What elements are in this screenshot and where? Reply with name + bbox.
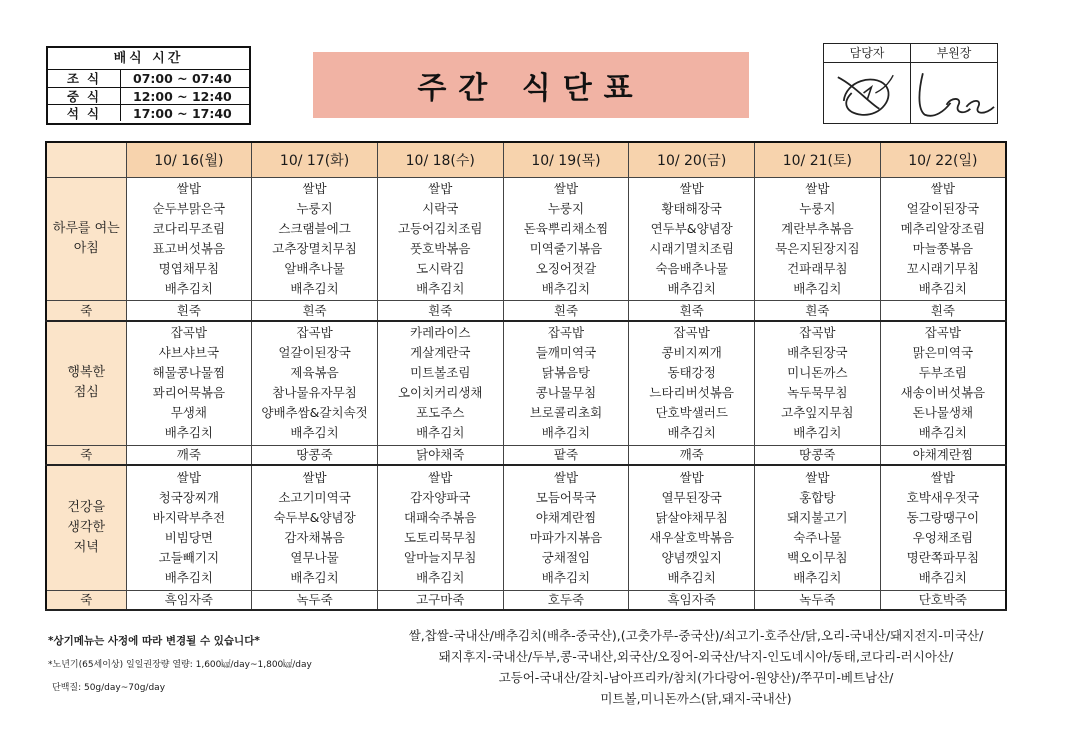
menu-item: 고들빼기지 xyxy=(158,549,220,565)
porridge-cell: 녹두죽 xyxy=(755,590,881,610)
lunch-menu-cell xyxy=(377,321,503,446)
menu-item: 쌀밥 xyxy=(176,180,201,196)
menu-item: 배추김치 xyxy=(793,425,842,441)
menu-item: 배추김치 xyxy=(541,425,591,441)
menu-item: 쌀밥 xyxy=(428,180,453,196)
menu-item: 고등어김치조림 xyxy=(397,220,483,236)
menu-item: 쌀밥 xyxy=(302,180,327,196)
porridge-cell: 땅콩죽 xyxy=(755,445,881,465)
menu-item: 고추장멸치무침 xyxy=(272,240,357,256)
approval-signatures xyxy=(824,63,997,123)
manager-signature xyxy=(824,63,910,123)
menu-item: 청국장찌개 xyxy=(158,489,220,505)
porridge-cell: 흰죽 xyxy=(377,301,503,321)
menu-item: 배추김치 xyxy=(416,425,465,441)
menu-item: 소고기미역국 xyxy=(278,489,351,505)
porridge-cell: 흑임자죽 xyxy=(629,590,755,610)
meal-time-box xyxy=(46,46,251,125)
deputy-label: 부원장 xyxy=(910,44,997,62)
menu-item: 새송이버섯볶음 xyxy=(900,385,986,401)
approval-header xyxy=(824,44,997,63)
lunch-menu-cell xyxy=(629,321,755,446)
menu-item: 풋호박볶음 xyxy=(410,240,471,256)
menu-item: 열무나물 xyxy=(290,549,339,565)
dinner-menu-cell xyxy=(377,465,503,590)
origin-line: 미트볼,미니돈까스(닭,돼지-국내산) xyxy=(600,691,792,706)
dinner-label: 건강을 생각한 저녁 xyxy=(46,465,126,590)
menu-item: 미트볼조림 xyxy=(410,365,471,381)
dinner-row xyxy=(46,465,1006,590)
day-header-row xyxy=(46,142,1006,177)
menu-item: 도시락김 xyxy=(416,260,465,276)
day-header: 10/ 22(일) xyxy=(880,142,1006,177)
meal-time-title: 배식 시간 xyxy=(48,48,249,70)
menu-item: 코다리무조림 xyxy=(152,220,226,236)
menu-item: 배추김치 xyxy=(918,569,968,585)
meal-time-value: 07:00 ~ 07:40 xyxy=(120,70,249,87)
menu-item: 들깨미역국 xyxy=(535,345,597,361)
menu-item: 열무된장국 xyxy=(661,489,722,505)
deputy-signature-image xyxy=(911,63,997,123)
menu-item: 누룽지 xyxy=(296,200,333,216)
dinner-menu-cell xyxy=(252,465,378,590)
lunch-menu-cell xyxy=(126,321,252,446)
menu-item: 콩비지찌개 xyxy=(661,345,722,361)
menu-item: 배추김치 xyxy=(416,280,465,296)
dinner-porridge-row xyxy=(46,590,1006,610)
breakfast-row xyxy=(46,177,1006,301)
menu-item: 잡곡밥 xyxy=(170,325,207,341)
day-header: 10/ 21(토) xyxy=(755,142,881,177)
meal-time-row xyxy=(48,70,249,87)
menu-item: 쌀밥 xyxy=(176,469,201,485)
menu-item: 건파래무침 xyxy=(787,260,848,276)
lunch-porridge-row xyxy=(46,445,1006,465)
origin-line: 고등어-국내산/갈치-남아프리카/참치(가다랑어-원양산)/쭈꾸미-베트남산/ xyxy=(498,670,894,685)
menu-item: 계란부추볶음 xyxy=(781,220,854,236)
porridge-label: 죽 xyxy=(46,590,126,610)
menu-item: 잡곡밥 xyxy=(296,325,333,341)
lunch-menu-cell xyxy=(755,321,881,446)
dinner-menu-cell xyxy=(755,465,881,590)
menu-item: 쌀밥 xyxy=(930,469,955,485)
porridge-cell: 단호박죽 xyxy=(880,590,1006,610)
breakfast-label: 하루를 여는 아침 xyxy=(46,177,126,301)
menu-item: 배추김치 xyxy=(416,569,465,585)
menu-item: 돈나물생채 xyxy=(912,405,974,421)
menu-item: 닭볶음탕 xyxy=(541,365,591,381)
approval-box xyxy=(823,43,998,124)
meal-time-label: 석식 xyxy=(66,106,108,121)
menu-item: 우엉채조림 xyxy=(912,529,974,545)
menu-item: 배추김치 xyxy=(164,280,213,296)
menu-item: 마늘쫑볶음 xyxy=(912,240,974,256)
menu-item: 고추잎지무침 xyxy=(781,405,854,421)
porridge-cell: 야채계란찜 xyxy=(880,445,1006,465)
menu-item: 순두부맑은국 xyxy=(152,200,226,216)
menu-item: 감자양파국 xyxy=(410,489,471,505)
porridge-cell: 깨죽 xyxy=(629,445,755,465)
menu-item: 배추김치 xyxy=(290,569,339,585)
porridge-cell: 깨죽 xyxy=(126,445,252,465)
menu-item: 미니돈까스 xyxy=(787,365,848,381)
menu-item: 잡곡밥 xyxy=(547,325,585,341)
menu-item: 누룽지 xyxy=(799,200,836,216)
menu-item: 모듬어묵국 xyxy=(535,489,597,505)
menu-item: 배추된장국 xyxy=(787,345,848,361)
weekly-menu-table xyxy=(45,141,1007,611)
page-title: 주간 식단표 xyxy=(417,71,645,106)
menu-item: 잡곡밥 xyxy=(673,325,710,341)
menu-item: 배추김치 xyxy=(541,569,591,585)
menu-item: 배추김치 xyxy=(164,425,213,441)
menu-item: 쌀밥 xyxy=(679,180,704,196)
menu-item: 배추김치 xyxy=(918,425,968,441)
meal-time-label: 중식 xyxy=(66,89,108,104)
menu-item: 표고버섯볶음 xyxy=(152,240,226,256)
breakfast-menu-cell xyxy=(252,177,378,301)
day-header: 10/ 19(목) xyxy=(503,142,629,177)
menu-item: 알마늘지무침 xyxy=(404,549,477,565)
menu-item: 해물콩나물찜 xyxy=(152,365,226,381)
porridge-cell: 흑임자죽 xyxy=(126,590,252,610)
porridge-cell: 녹두죽 xyxy=(252,590,378,610)
breakfast-menu-cell xyxy=(503,177,629,301)
meal-time-value: 17:00 ~ 17:40 xyxy=(120,105,249,121)
meal-time-label: 조식 xyxy=(66,71,108,86)
menu-item: 배추김치 xyxy=(793,569,842,585)
menu-item: 야채계란찜 xyxy=(535,509,597,525)
lunch-menu-cell xyxy=(880,321,1006,446)
porridge-cell: 고구마죽 xyxy=(377,590,503,610)
menu-item: 마파가지볶음 xyxy=(529,529,603,545)
menu-item: 잡곡밥 xyxy=(924,325,961,341)
menu-item: 비빔당면 xyxy=(164,529,213,545)
menu-item: 새우살호박볶음 xyxy=(649,529,734,545)
menu-item: 카레라이스 xyxy=(410,325,471,341)
breakfast-menu-cell xyxy=(377,177,503,301)
menu-item: 포도주스 xyxy=(416,405,465,421)
menu-item: 느타리버섯볶음 xyxy=(649,385,734,401)
menu-item: 단호박샐러드 xyxy=(655,405,728,421)
menu-item: 배추김치 xyxy=(918,280,968,296)
menu-item: 샤브샤브국 xyxy=(158,345,220,361)
porridge-cell: 흰죽 xyxy=(880,301,1006,321)
menu-item: 양배추쌈&갈치속젓 xyxy=(261,405,368,421)
porridge-label: 죽 xyxy=(46,301,126,321)
menu-item: 미역줄기볶음 xyxy=(529,240,603,256)
menu-item: 쌀밥 xyxy=(679,469,704,485)
day-header: 10/ 18(수) xyxy=(377,142,503,177)
menu-item: 무생채 xyxy=(170,405,207,421)
menu-item: 동그랑땡구이 xyxy=(906,509,980,525)
menu-item: 동태강정 xyxy=(667,365,716,381)
menu-item: 쌀밥 xyxy=(805,180,830,196)
menu-item: 돈육뿌리채소찜 xyxy=(523,220,609,236)
dinner-menu-cell xyxy=(126,465,252,590)
porridge-cell: 팥죽 xyxy=(503,445,629,465)
menu-item: 잡곡밥 xyxy=(799,325,836,341)
menu-item: 숙주나물 xyxy=(793,529,842,545)
menu-item: 쌀밥 xyxy=(553,180,579,196)
breakfast-menu-cell xyxy=(880,177,1006,301)
porridge-cell: 땅콩죽 xyxy=(252,445,378,465)
menu-item: 얼갈이된장국 xyxy=(278,345,351,361)
menu-item: 백오이무침 xyxy=(787,549,848,565)
menu-item: 묵은지된장지짐 xyxy=(775,240,860,256)
breakfast-menu-cell xyxy=(755,177,881,301)
menu-item: 두부조림 xyxy=(918,365,968,381)
porridge-cell: 흰죽 xyxy=(503,301,629,321)
menu-item: 쌀밥 xyxy=(553,469,579,485)
menu-item: 도토리묵무침 xyxy=(404,529,477,545)
menu-item: 누룽지 xyxy=(547,200,585,216)
menu-item: 게살계란국 xyxy=(410,345,471,361)
menu-item: 숙두부&양념장 xyxy=(273,509,356,525)
menu-item: 알배추나물 xyxy=(284,260,345,276)
menu-item: 궁채절임 xyxy=(541,549,591,565)
breakfast-menu-cell xyxy=(126,177,252,301)
menu-item: 쌀밥 xyxy=(428,469,453,485)
porridge-cell: 호두죽 xyxy=(503,590,629,610)
dinner-menu-cell xyxy=(503,465,629,590)
menu-item: 시락국 xyxy=(422,200,459,216)
menu-item: 닭살야채무침 xyxy=(655,509,728,525)
manager-label: 담당자 xyxy=(849,46,885,60)
lunch-menu-cell xyxy=(503,321,629,446)
day-header: 10/ 20(금) xyxy=(629,142,755,177)
menu-item: 쌀밥 xyxy=(930,180,955,196)
menu-item: 홍합탕 xyxy=(799,489,836,505)
menu-item: 숙음배추나물 xyxy=(655,260,728,276)
menu-item: 시래기멸치조림 xyxy=(649,240,734,256)
deputy-signature xyxy=(910,63,997,123)
meal-time-row xyxy=(48,104,249,121)
menu-item: 배추김치 xyxy=(164,569,213,585)
porridge-label: 죽 xyxy=(46,445,126,465)
menu-item: 감자채볶음 xyxy=(284,529,345,545)
menu-item: 명엽채무침 xyxy=(158,260,220,276)
dinner-menu-cell xyxy=(880,465,1006,590)
porridge-cell: 흰죽 xyxy=(755,301,881,321)
lunch-row xyxy=(46,321,1006,446)
menu-item: 바지락부추전 xyxy=(152,509,226,525)
menu-item: 꼬시래기무침 xyxy=(906,260,980,276)
origin-info xyxy=(372,625,1020,709)
porridge-cell: 흰죽 xyxy=(126,301,252,321)
menu-item: 명란쪽파무침 xyxy=(906,549,980,565)
menu-item: 양념깻잎지 xyxy=(661,549,722,565)
meal-time-row xyxy=(48,87,249,104)
table-corner xyxy=(46,142,126,177)
menu-item: 연두부&양념장 xyxy=(650,220,733,236)
porridge-cell: 닭야채죽 xyxy=(377,445,503,465)
menu-item: 얼갈이된장국 xyxy=(906,200,980,216)
menu-item: 배추김치 xyxy=(793,280,842,296)
menu-item: 배추김치 xyxy=(667,425,716,441)
meal-time-value: 12:00 ~ 12:40 xyxy=(120,88,249,104)
menu-item: 오이치커리생채 xyxy=(397,385,483,401)
menu-item: 배추김치 xyxy=(290,280,339,296)
lunch-menu-cell xyxy=(252,321,378,446)
lunch-label: 행복한 점심 xyxy=(46,321,126,446)
menu-item: 호박새우젓국 xyxy=(906,489,980,505)
porridge-cell: 흰죽 xyxy=(629,301,755,321)
menu-item: 스크램블에그 xyxy=(278,220,351,236)
porridge-cell: 흰죽 xyxy=(252,301,378,321)
menu-item: 돼지불고기 xyxy=(787,509,848,525)
dinner-menu-cell xyxy=(629,465,755,590)
menu-item: 대패숙주볶음 xyxy=(404,509,477,525)
day-header: 10/ 16(월) xyxy=(126,142,252,177)
menu-item: 맑은미역국 xyxy=(912,345,974,361)
menu-item: 배추김치 xyxy=(541,280,591,296)
menu-item: 콩나물무침 xyxy=(535,385,597,401)
menu-item: 녹두묵무침 xyxy=(787,385,848,401)
day-header: 10/ 17(화) xyxy=(252,142,378,177)
menu-item: 배추김치 xyxy=(667,569,716,585)
menu-item: 브로콜리초회 xyxy=(529,405,603,421)
menu-item: 황태해장국 xyxy=(661,200,722,216)
menu-item: 배추김치 xyxy=(667,280,716,296)
menu-item: 꽈리어묵볶음 xyxy=(152,385,226,401)
menu-item: 제육볶음 xyxy=(290,365,339,381)
manager-signature-image xyxy=(824,63,910,123)
menu-item: 오징어젓갈 xyxy=(535,260,597,276)
menu-item: 참나물유자무침 xyxy=(272,385,357,401)
menu-item: 배추김치 xyxy=(290,425,339,441)
origin-line: 돼지후지-국내산/두부,콩-국내산,외국산/오징어-외국산/낙지-인도네시아/동태,코다리-러시아산/ xyxy=(438,649,954,664)
title-banner xyxy=(313,52,749,118)
menu-item: 메추리알장조림 xyxy=(900,220,986,236)
protein-note: 단백질: 50g/day~70g/day xyxy=(52,683,166,693)
breakfast-porridge-row xyxy=(46,301,1006,321)
menu-item: 쌀밥 xyxy=(805,469,830,485)
menu-item: 쌀밥 xyxy=(302,469,327,485)
breakfast-menu-cell xyxy=(629,177,755,301)
origin-line: 쌀,찹쌀-국내산/배추김치(배추-중국산),(고춧가루-중국산)/쇠고기-호주산/닭,오리-국내산/돼지전지-미국산/ xyxy=(408,628,984,643)
energy-note: *노년기(65세이상) 일일권장량 열량: 1,600㎉/day~1,800㎉/day xyxy=(48,660,312,670)
change-notice: *상기메뉴는 사정에 따라 변경될 수 있습니다* xyxy=(48,635,260,647)
